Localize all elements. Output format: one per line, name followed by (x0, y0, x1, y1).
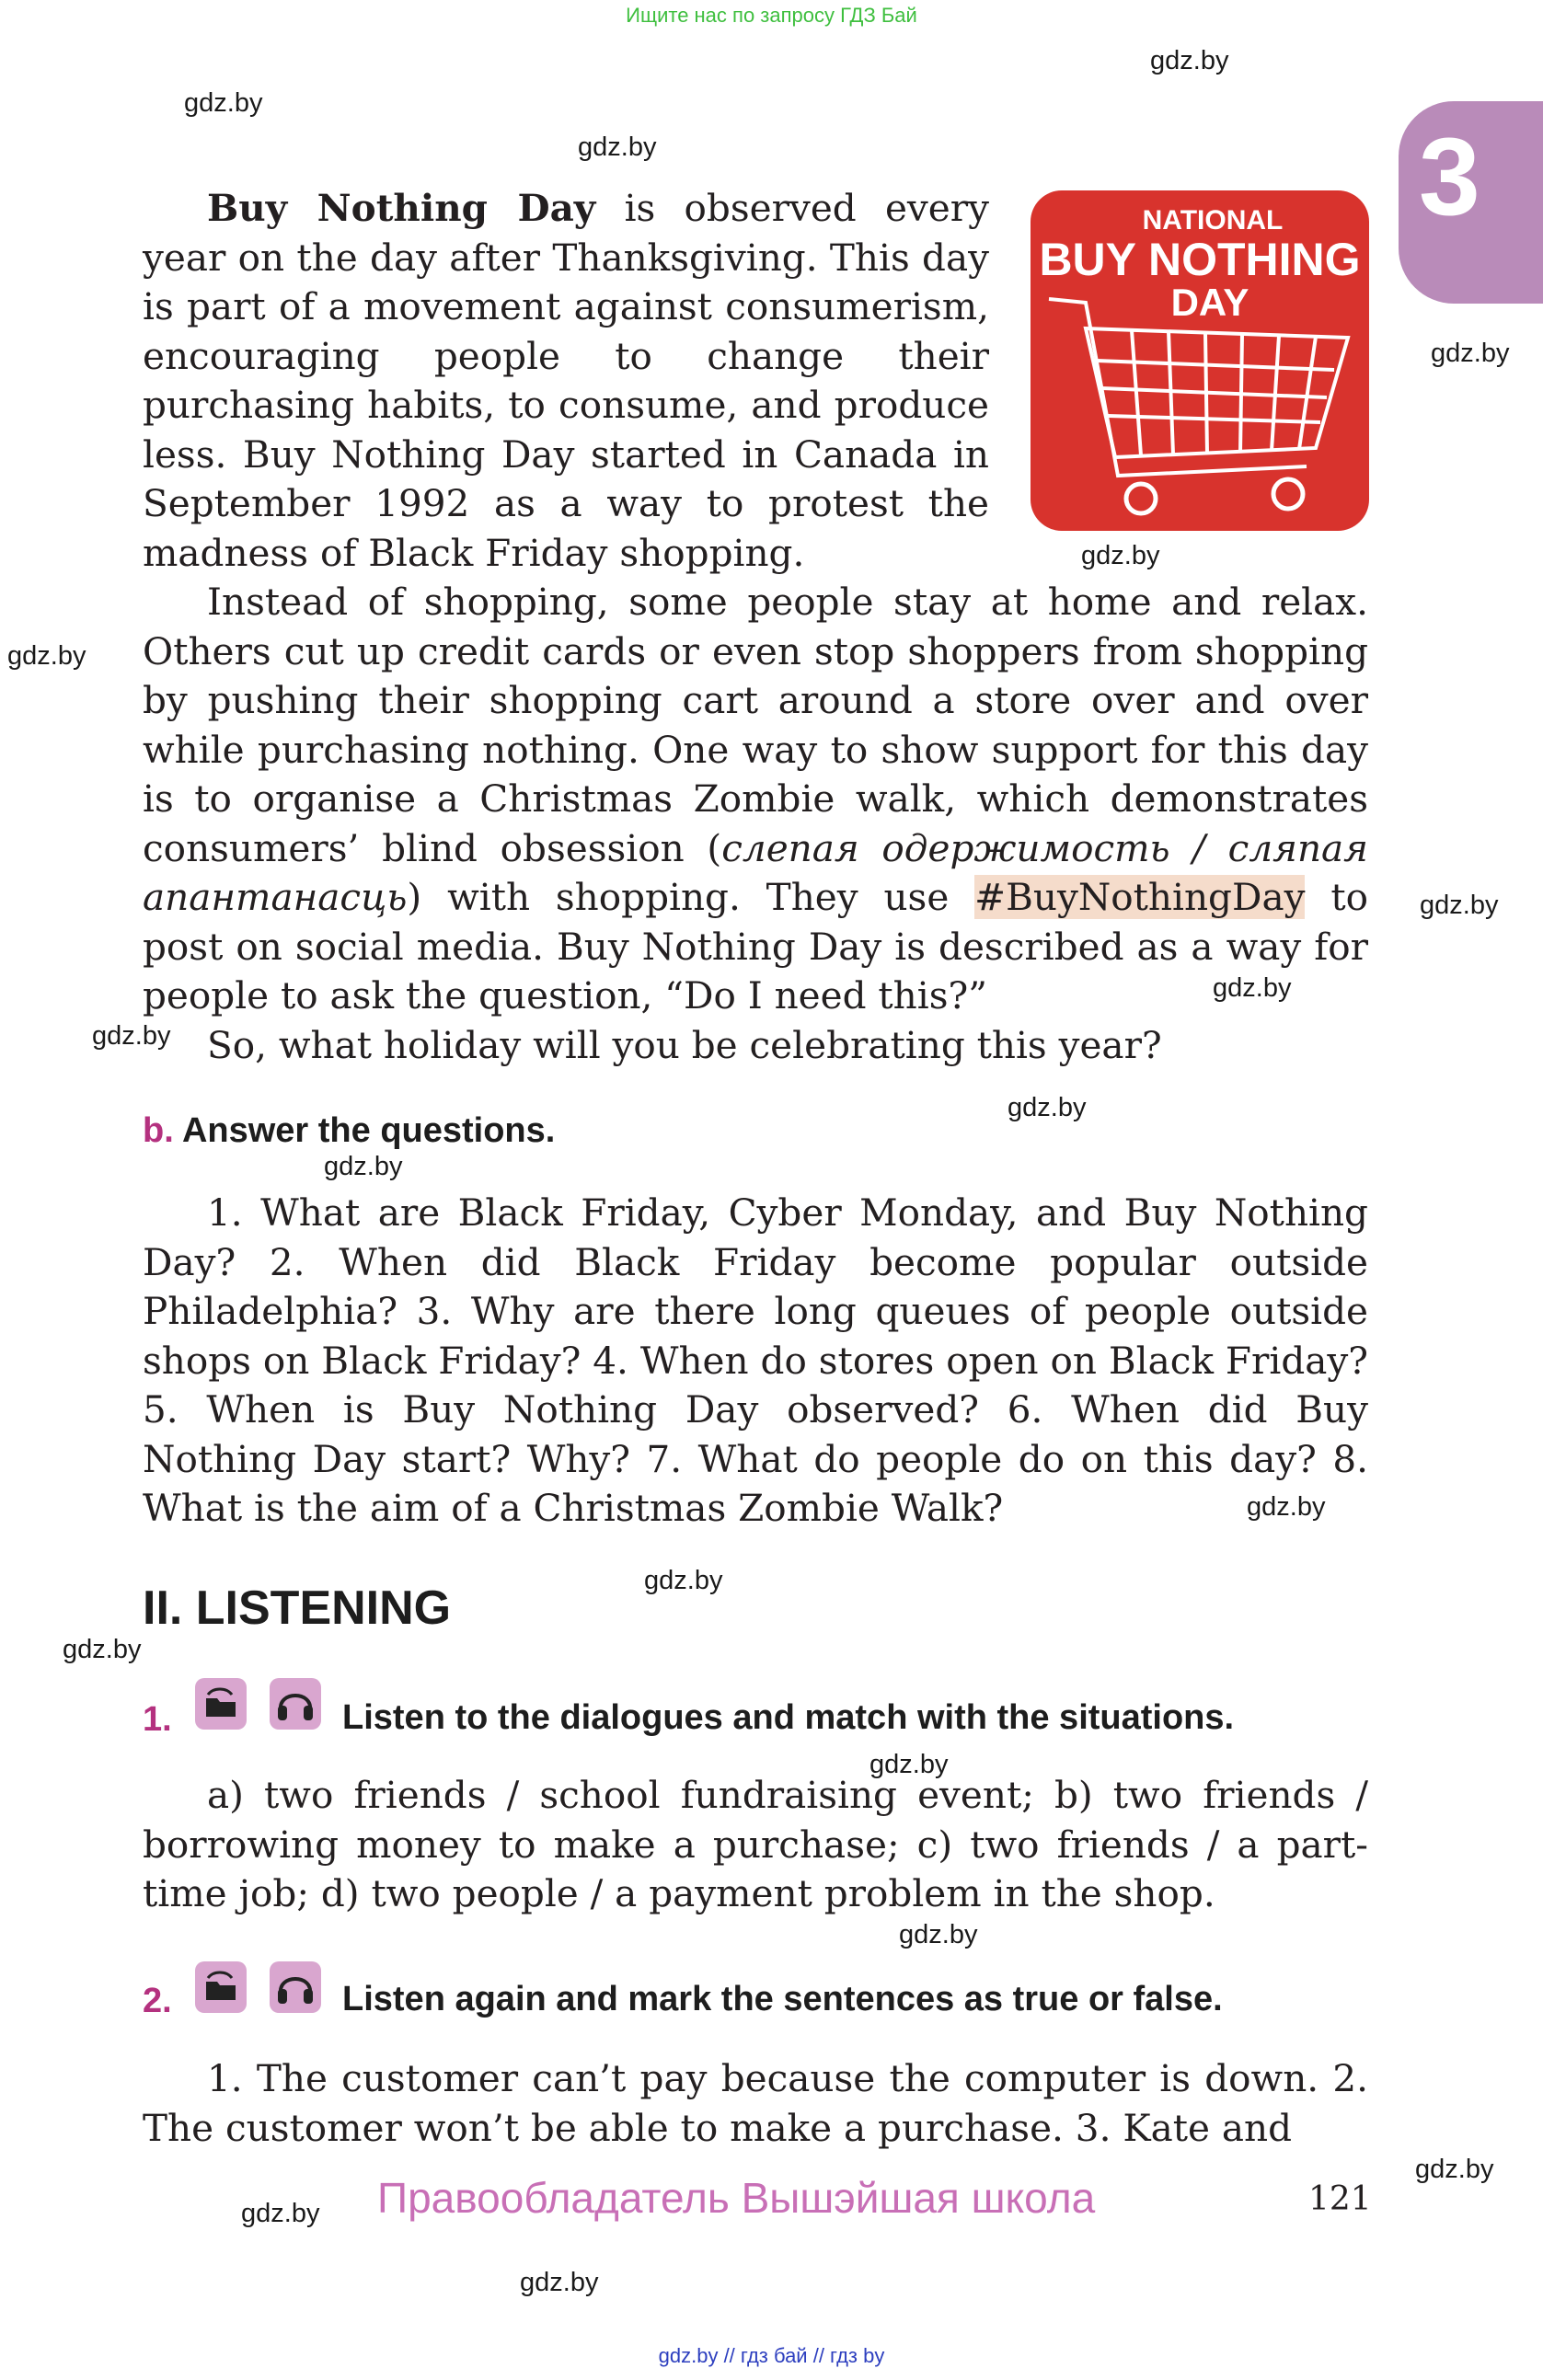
intro-paragraph (143, 184, 989, 578)
poster-line1: NATIONAL (1142, 205, 1284, 236)
watermark: gdz.by (63, 1635, 142, 1664)
questions-paragraph: 1. What are Black Friday, Cyber Monday, and Buy Nothing Day? 2. When did Black Friday become popular outside Philadelphia? 3. Why are there long queues of people outside shops on Black Friday? 4. When do stores open on Black Friday? 5. When is Buy Nothing Day observed? 6. When did Buy Nothing Day start? Why? 7. What do people do on this day? 8. What is the aim of a Christmas Zombie Walk? (143, 1190, 1368, 1530)
closing-paragraph: So, what holiday will you be celebrating this year? (207, 1023, 1162, 1067)
watermark: gdz.by (1150, 46, 1229, 75)
watermark: gdz.by (1081, 541, 1160, 570)
section-heading: II. LISTENING (143, 1581, 452, 1635)
buy-nothing-day-poster (1031, 190, 1369, 531)
task2-title: Listen again and mark the sentences as true or false. (342, 1980, 1223, 2018)
chapter-tab (1399, 101, 1543, 304)
task2-text: 1. The customer can’t pay because the computer is down. 2. The customer won’t be able to make a purchase. 3. Kate and (143, 2056, 1368, 2150)
task-b-title (143, 1111, 555, 1151)
para2-text-c: ) with shopping. They use (407, 875, 975, 919)
headphones-icon (270, 1678, 321, 1730)
folder-icon (195, 1678, 247, 1730)
body-paragraph (143, 578, 1368, 1021)
watermark: gdz.by (1415, 2155, 1494, 2184)
task1-text: a) two friends / school fundraising event; b) two friends / borrowing money to make a purchase; c) two friends / a part-time job; d) two people / a payment problem in the shop. (143, 1773, 1368, 1915)
para2-text-e: to post on social media. Buy Nothing Day is described as a way for people to ask the question, “Do I need this?” (143, 875, 1368, 1018)
watermark: gdz.by (241, 2199, 320, 2228)
watermark: gdz.by (578, 132, 657, 162)
watermark: gdz.by (324, 1152, 403, 1181)
poster-line2: BUY NOTHING (1039, 234, 1361, 285)
translation-note: слепая одержимость / сляпая апантанасць (143, 825, 1368, 919)
headphones-icon (270, 1961, 321, 2013)
watermark: gdz.by (1431, 339, 1510, 368)
watermark: gdz.by (1420, 891, 1499, 920)
watermark: gdz.by (520, 2268, 599, 2297)
watermark: gdz.by (899, 1920, 978, 1949)
bottom-links[interactable]: gdz.by // гдз бай // гдз by (658, 2344, 885, 2367)
task1-title: Listen to the dialogues and match with the situations. (342, 1698, 1235, 1737)
task-b-number: b. (143, 1111, 174, 1150)
watermark: gdz.by (92, 1021, 171, 1051)
poster-line3: DAY (1170, 281, 1249, 324)
task-b-text: Answer the questions. (181, 1111, 556, 1150)
task2-number: 2. (143, 1982, 172, 2020)
watermark: gdz.by (1213, 973, 1292, 1003)
watermark: gdz.by (1008, 1093, 1087, 1122)
watermark: gdz.by (869, 1750, 949, 1779)
hashtag: #BuyNothingDay (974, 875, 1306, 919)
copyright-footer: Правообладатель Вышэйшая школа (377, 2174, 1096, 2222)
watermark: gdz.by (184, 88, 263, 118)
task1-number: 1. (143, 1700, 172, 1739)
watermark: gdz.by (644, 1566, 723, 1595)
shopping-cart-icon (1031, 190, 1369, 531)
page-number: 121 (1308, 2180, 1372, 2218)
folder-icon (195, 1961, 247, 2013)
para2-text-a: Instead of shopping, some people stay at home and relax. Others cut up credit cards or even stop shoppers from shopping by pushing their shopping cart around a store over and over while purchasing nothing. One way to show support for this day is to organise a Christmas Zombie walk, which demonstrates consumers’ blind obsession ( (143, 580, 1368, 870)
intro-lead: Buy Nothing Day (207, 186, 596, 230)
watermark: gdz.by (1247, 1492, 1326, 1522)
intro-text: is observed every year on the day after Thanksgiving. This day is part of a movement against consumerism, encouraging people to change their purchasing habits, to consume, and produce less. Buy Nothing Day started in Canada in September 1992 as a way to protest the madness of Black Friday shopping. (143, 186, 990, 575)
header-note: Ищите нас по запросу ГДЗ Бай (626, 4, 917, 27)
watermark: gdz.by (7, 641, 86, 671)
chapter-number: 3 (1419, 115, 1480, 238)
